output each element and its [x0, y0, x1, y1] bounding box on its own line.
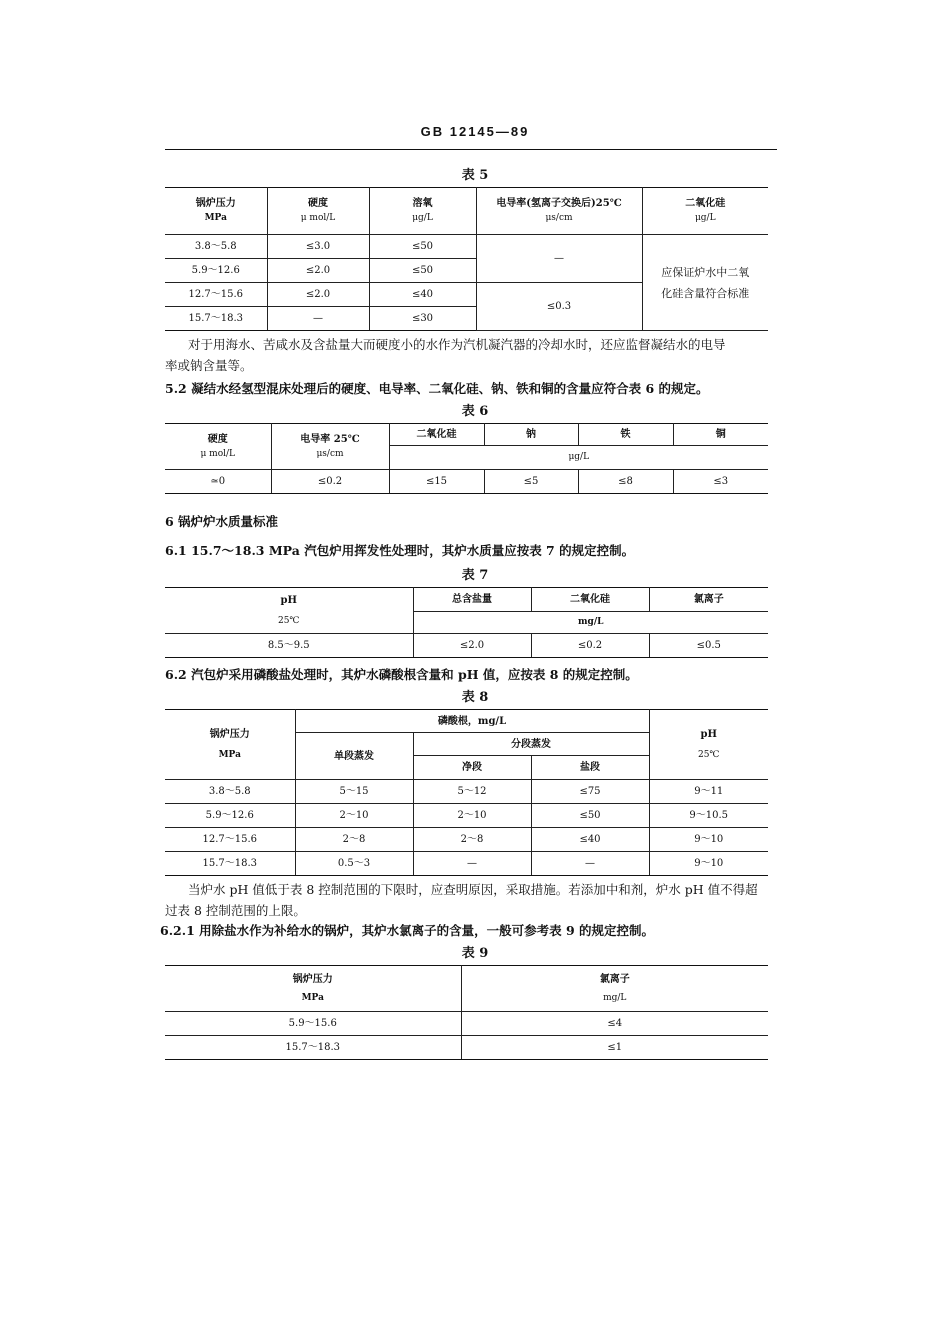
table-header-cell: 氯离子 [649, 588, 768, 612]
section-6-2-1: 6.2.1 用除盐水作为补给水的锅炉，其炉水氯离子的含量，一般可参考表 9 的规定控制。 [160, 923, 655, 938]
section-6-1: 6.1 15.7～18.3 MPa 汽包炉用挥发性处理时，其炉水质量应按表 7 的规定控制。 [165, 543, 635, 558]
table-header-cell: 净段 [413, 756, 531, 780]
table-header-cell: pH 25℃ [165, 588, 413, 634]
table-row: 5.9～12.6 2～10 2～10 ≤50 9～10.5 [165, 804, 768, 828]
unit-cell: μg/L [389, 446, 768, 470]
table-header-cell: 分段蒸发 [413, 733, 649, 756]
silica-note-cell: 应保证炉水中二氧 化硅含量符合标准 [642, 235, 768, 331]
table-header-cell: 铜 [673, 424, 768, 446]
table-header-cell: 二氧化硅 [389, 424, 484, 446]
table-header-cell: 单段蒸发 [295, 733, 413, 780]
table-header-cell: 电导率 25℃ μs/cm [271, 424, 389, 470]
table-header-cell: 总含盐量 [413, 588, 531, 612]
table-header-cell: 氯离子 mg/L [461, 966, 768, 1012]
header-rule [165, 149, 777, 150]
table-row: 12.7～15.6 2～8 2～8 ≤40 9～10 [165, 828, 768, 852]
table-9-caption: 表 9 [461, 946, 489, 961]
table-8 [165, 709, 768, 876]
section-6-heading: 6 锅炉炉水质量标准 [165, 514, 279, 529]
table-header-cell: 电导率(氢离子交换后)25℃ μs/cm [476, 188, 642, 235]
table-header-cell: 磷酸根，mg/L [295, 710, 649, 733]
table-row: 15.7～18.3 ≤1 [165, 1036, 768, 1060]
table-5 [165, 187, 768, 331]
table-header-cell: 锅炉压力 MPa [165, 188, 267, 235]
table-header-cell: 铁 [578, 424, 673, 446]
conductivity-cell: ≤0.3 [476, 283, 642, 331]
table-7 [165, 587, 768, 658]
table-header-cell: 二氧化硅 μg/L [642, 188, 768, 235]
table-row: 15.7～18.3 0.5～3 — — 9～10 [165, 852, 768, 876]
paragraph-line: 对于用海水、苦咸水及含盐量大而硬度小的水作为汽机凝汽器的冷却水时，还应监督凝结水的电导 [188, 337, 726, 352]
table-header-cell: 锅炉压力 MPa [165, 966, 461, 1012]
table-row: 8.5～9.5 ≤2.0 ≤0.2 ≤0.5 [165, 634, 768, 658]
table-row: 15.7～18.3 — ≤30 [165, 307, 768, 331]
conductivity-cell: — [476, 235, 642, 283]
document-header: GB 12145—89 [420, 124, 530, 139]
table-header-cell: 钠 [484, 424, 578, 446]
unit-cell: mg/L [413, 612, 768, 634]
table-9 [165, 965, 768, 1060]
table-row: 3.8～5.8 ≤3.0 ≤50 — 应保证炉水中二氧 化硅含量符合标准 [165, 235, 768, 259]
paragraph-line: 率或钠含量等。 [165, 358, 253, 373]
section-6-2: 6.2 汽包炉采用磷酸盐处理时，其炉水磷酸根含量和 pH 值，应按表 8 的规定控制。 [165, 667, 638, 682]
table-header-cell: 二氧化硅 [531, 588, 649, 612]
table-8-caption: 表 8 [461, 690, 489, 705]
table-header-cell: pH 25℃ [649, 710, 768, 780]
section-5-2: 5.2 凝结水经氢型混床处理后的硬度、电导率、二氧化硅、钠、铁和铜的含量应符合表 6 的规定。 [165, 381, 709, 396]
paragraph-line: 当炉水 pH 值低于表 8 控制范围的下限时，应查明原因，采取措施。若添加中和剂，炉水 pH 值不得超 [188, 882, 758, 897]
table-6-caption: 表 6 [461, 404, 489, 419]
table-header-cell: 锅炉压力 MPa [165, 710, 295, 780]
table-header-cell: 盐段 [531, 756, 649, 780]
table-header-cell: 硬度 μ mol/L [267, 188, 369, 235]
table-header-cell: 溶氧 μg/L [369, 188, 476, 235]
table-row: 12.7～15.6 ≤2.0 ≤40 ≤0.3 [165, 283, 768, 307]
table-7-caption: 表 7 [461, 568, 489, 583]
table-header-cell: 硬度 μ mol/L [165, 424, 271, 470]
table-row: 3.8～5.8 5～15 5～12 ≤75 9～11 [165, 780, 768, 804]
table-row: 5.9～15.6 ≤4 [165, 1012, 768, 1036]
table-5-caption: 表 5 [461, 168, 489, 183]
table-row: 5.9～12.6 ≤2.0 ≤50 [165, 259, 768, 283]
paragraph-line: 过表 8 控制范围的上限。 [165, 903, 306, 918]
table-row: ≃0 ≤0.2 ≤15 ≤5 ≤8 ≤3 [165, 470, 768, 494]
table-6 [165, 423, 768, 494]
